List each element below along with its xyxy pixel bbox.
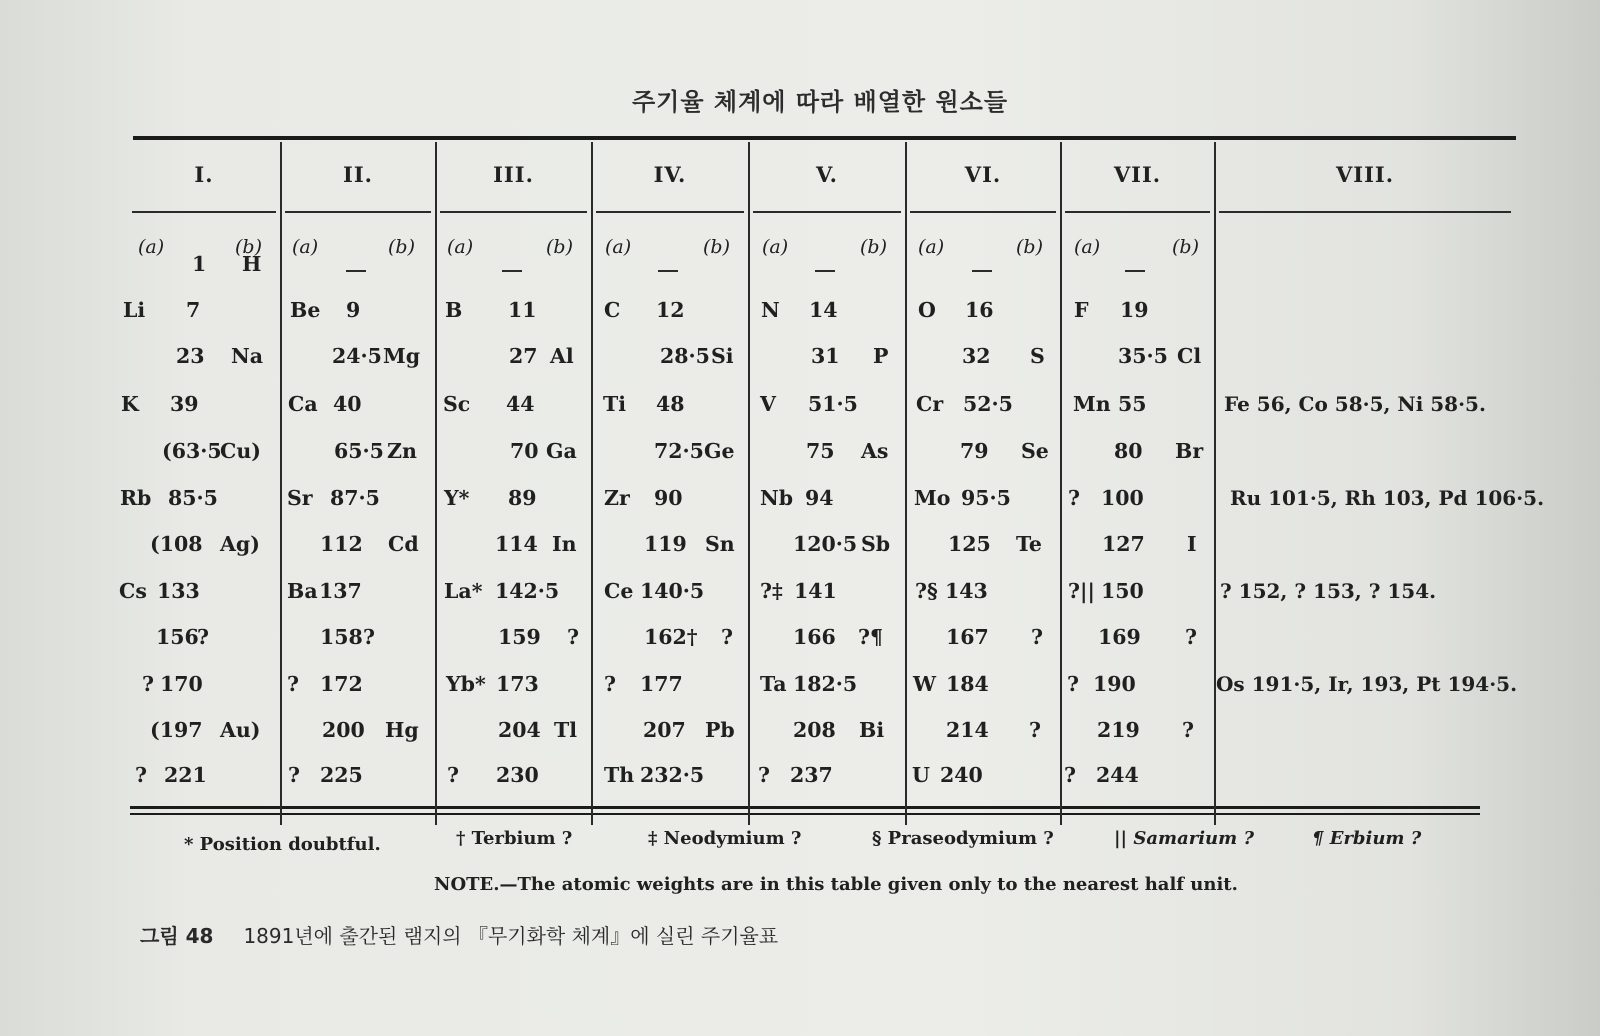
element-cell: ?	[197, 625, 210, 649]
element-cell: ?	[1067, 672, 1080, 696]
element-cell: Au)	[220, 718, 261, 742]
element-cell: ?‡	[760, 579, 783, 603]
element-cell: Cu)	[220, 439, 261, 463]
element-cell: 169	[1098, 625, 1141, 649]
header-underline	[440, 211, 587, 213]
group-header: IV.	[653, 162, 687, 187]
element-cell: C	[604, 298, 621, 322]
empty-cell-dash	[972, 270, 992, 272]
empty-cell-dash	[1125, 270, 1145, 272]
element-cell: Ca	[288, 392, 318, 416]
group-header: I.	[194, 162, 214, 187]
header-underline	[1065, 211, 1210, 213]
element-cell: 24·5	[332, 344, 382, 368]
element-cell: 16	[965, 298, 994, 322]
group-viii-entry: Ru 101·5, Rh 103, Pd 106·5.	[1230, 486, 1545, 510]
element-cell: ?	[1185, 625, 1198, 649]
group-viii-entry: Fe 56, Co 58·5, Ni 58·5.	[1224, 392, 1486, 416]
element-cell: 140·5	[640, 579, 705, 603]
element-cell: W	[913, 672, 937, 696]
element-cell: 166	[793, 625, 836, 649]
group-viii-entry: Os 191·5, Ir, 193, Pt 194·5.	[1216, 672, 1518, 696]
element-cell: ?	[1068, 486, 1081, 510]
element-cell: Be	[290, 298, 321, 322]
element-cell: Mg	[383, 344, 421, 368]
element-cell: S	[1030, 344, 1045, 368]
element-cell: ?§	[915, 579, 938, 603]
footnote: § Praseodymium ?	[872, 828, 1054, 849]
element-cell: ?	[1031, 625, 1044, 649]
element-cell: ?	[1182, 718, 1195, 742]
element-cell: 28·5	[660, 344, 710, 368]
element-cell: Ce	[604, 579, 634, 603]
subgroup-b-label: (b)	[860, 236, 887, 258]
element-cell: 1	[192, 252, 207, 276]
element-cell: 204	[498, 718, 541, 742]
top-rule	[133, 136, 1516, 140]
element-cell: N	[761, 298, 780, 322]
empty-cell-dash	[346, 270, 366, 272]
subgroup-b-label: (b)	[1172, 236, 1199, 258]
element-cell: ?	[1064, 763, 1077, 787]
element-cell: O	[918, 298, 936, 322]
element-cell: 207	[643, 718, 686, 742]
element-cell: 230	[496, 763, 539, 787]
element-cell: 141	[794, 579, 837, 603]
column-divider	[748, 142, 750, 825]
element-cell: 244	[1096, 763, 1139, 787]
element-cell: 142·5	[495, 579, 560, 603]
element-cell: 182·5	[793, 672, 858, 696]
bottom-rule	[130, 806, 1480, 809]
element-cell: Zr	[604, 486, 630, 510]
element-cell: 31	[811, 344, 840, 368]
element-cell: Li	[123, 298, 146, 322]
element-cell: 221	[164, 763, 207, 787]
subgroup-b-label: (b)	[388, 236, 415, 258]
element-cell: 119	[644, 532, 687, 556]
header-underline	[910, 211, 1056, 213]
element-cell: In	[552, 532, 577, 556]
element-cell: 158	[320, 625, 363, 649]
element-cell: Cs	[119, 579, 147, 603]
group-header: II.	[343, 162, 373, 187]
footnote: ‡ Neodymium ?	[648, 828, 802, 849]
element-cell: I	[1187, 532, 1197, 556]
element-cell: 55	[1118, 392, 1147, 416]
element-cell: (197	[150, 718, 203, 742]
element-cell: 184	[946, 672, 989, 696]
element-cell: 225	[320, 763, 363, 787]
footnote: † Terbium ?	[456, 828, 573, 849]
element-cell: ?	[135, 763, 148, 787]
element-cell: 214	[946, 718, 989, 742]
element-cell: Mo	[914, 486, 951, 510]
group-header: VII.	[1113, 162, 1162, 187]
element-cell: H	[242, 252, 262, 276]
element-cell: 162†	[644, 625, 698, 649]
element-cell: Nb	[760, 486, 794, 510]
element-cell: Sn	[705, 532, 735, 556]
element-cell: Ga	[546, 439, 577, 463]
column-divider	[905, 142, 907, 825]
element-cell: 90	[654, 486, 683, 510]
element-cell: 65·5	[334, 439, 384, 463]
subgroup-a-label: (a)	[292, 236, 319, 258]
element-cell: B	[445, 298, 463, 322]
element-cell: 232·5	[640, 763, 705, 787]
element-cell: Ta	[760, 672, 787, 696]
figure-caption-text: 1891년에 출간된 램지의 『무기화학 체계』에 실린 주기율표	[243, 924, 779, 948]
element-cell: 51·5	[808, 392, 858, 416]
element-cell: K	[121, 392, 139, 416]
element-cell: 75	[806, 439, 835, 463]
header-underline	[1219, 211, 1511, 213]
element-cell: ?	[604, 672, 617, 696]
element-cell: 11	[508, 298, 537, 322]
element-cell: 125	[948, 532, 991, 556]
element-cell: 85·5	[168, 486, 218, 510]
element-cell: 143	[945, 579, 988, 603]
element-cell: 14	[809, 298, 838, 322]
element-cell: 240	[940, 763, 983, 787]
subgroup-b-label: (b)	[235, 236, 262, 258]
column-divider	[1214, 142, 1216, 825]
element-cell: 177	[640, 672, 683, 696]
element-cell: Bi	[859, 718, 885, 742]
header-underline	[132, 211, 276, 213]
element-cell: ?	[142, 672, 155, 696]
bottom-rule-thin	[130, 813, 1480, 815]
element-cell: 190	[1093, 672, 1136, 696]
element-cell: Cd	[388, 532, 419, 556]
element-cell: 70	[510, 439, 539, 463]
element-cell: 133	[157, 579, 200, 603]
element-cell: 170	[160, 672, 203, 696]
element-cell: P	[873, 344, 889, 368]
element-cell: 12	[656, 298, 685, 322]
element-cell: ?	[758, 763, 771, 787]
figure-caption	[140, 920, 778, 949]
element-cell: ?¶	[858, 625, 884, 649]
group-viii-entry: ? 152, ? 153, ? 154.	[1220, 579, 1437, 603]
element-cell: Al	[550, 344, 574, 368]
element-cell: Th	[604, 763, 635, 787]
element-cell: 89	[508, 486, 537, 510]
element-cell: 40	[333, 392, 362, 416]
element-cell: ?	[567, 625, 580, 649]
element-cell: Tl	[554, 718, 578, 742]
element-cell: ?	[721, 625, 734, 649]
element-cell: 137	[319, 579, 362, 603]
subgroup-a-label: (a)	[1074, 236, 1101, 258]
element-cell: ?||	[1068, 579, 1095, 603]
element-cell: 79	[960, 439, 989, 463]
subgroup-b-label: (b)	[546, 236, 573, 258]
empty-cell-dash	[502, 270, 522, 272]
element-cell: Ag)	[220, 532, 260, 556]
element-cell: Cl	[1177, 344, 1202, 368]
element-cell: 19	[1120, 298, 1149, 322]
group-header: V.	[816, 162, 838, 187]
element-cell: Si	[711, 344, 734, 368]
element-cell: ?	[363, 625, 376, 649]
column-divider	[591, 142, 593, 825]
element-cell: ?	[447, 763, 460, 787]
element-cell: 156	[156, 625, 199, 649]
element-cell: 219	[1097, 718, 1140, 742]
element-cell: 52·5	[963, 392, 1013, 416]
header-underline	[596, 211, 744, 213]
element-cell: Ti	[603, 392, 627, 416]
element-cell: 167	[946, 625, 989, 649]
header-underline	[285, 211, 431, 213]
element-cell: 208	[793, 718, 836, 742]
group-header: III.	[493, 162, 534, 187]
element-cell: 32	[962, 344, 991, 368]
empty-cell-dash	[815, 270, 835, 272]
element-cell: Mn	[1073, 392, 1111, 416]
element-cell: 80	[1114, 439, 1143, 463]
element-cell: Cr	[916, 392, 944, 416]
element-cell: 9	[346, 298, 361, 322]
element-cell: 72·5	[654, 439, 704, 463]
element-cell: 112	[320, 532, 363, 556]
element-cell: La*	[444, 579, 483, 603]
group-header: VI.	[964, 162, 1002, 187]
element-cell: V	[760, 392, 776, 416]
element-cell: 173	[496, 672, 539, 696]
empty-cell-dash	[658, 270, 678, 272]
element-cell: Sb	[861, 532, 891, 556]
element-cell: 27	[509, 344, 538, 368]
element-cell: 44	[506, 392, 535, 416]
element-cell: 114	[495, 532, 538, 556]
column-divider	[280, 142, 282, 825]
element-cell: 94	[805, 486, 834, 510]
figure-label: 그림 48	[140, 924, 214, 948]
element-cell: U	[912, 763, 930, 787]
header-underline	[753, 211, 901, 213]
element-cell: 200	[322, 718, 365, 742]
element-cell: Zn	[387, 439, 417, 463]
element-cell: As	[861, 439, 889, 463]
element-cell: ?	[287, 672, 300, 696]
element-cell: ?	[288, 763, 301, 787]
subgroup-a-label: (a)	[918, 236, 945, 258]
element-cell: Br	[1175, 439, 1204, 463]
element-cell: 87·5	[330, 486, 380, 510]
element-cell: Ba	[287, 579, 318, 603]
subgroup-a-label: (a)	[138, 236, 165, 258]
element-cell: Yb*	[446, 672, 486, 696]
column-divider	[435, 142, 437, 825]
subgroup-a-label: (a)	[605, 236, 632, 258]
element-cell: 120·5	[793, 532, 858, 556]
table-note: NOTE.—The atomic weights are in this table given only to the nearest half unit.	[434, 874, 1238, 895]
element-cell: Sc	[443, 392, 471, 416]
footnote: * Position doubtful.	[184, 834, 381, 855]
subgroup-b-label: (b)	[703, 236, 730, 258]
element-cell: 23	[176, 344, 205, 368]
footnote: ¶ Erbium ?	[1312, 828, 1422, 849]
element-cell: Ge	[704, 439, 735, 463]
element-cell: 39	[170, 392, 199, 416]
group-header: VIII.	[1335, 162, 1395, 187]
column-divider	[1060, 142, 1062, 825]
element-cell: 150	[1101, 579, 1144, 603]
element-cell: ?	[1029, 718, 1042, 742]
element-cell: 95·5	[961, 486, 1011, 510]
element-cell: Se	[1021, 439, 1049, 463]
element-cell: Hg	[385, 718, 419, 742]
element-cell: (63·5	[162, 439, 222, 463]
element-cell: Pb	[705, 718, 735, 742]
element-cell: Rb	[120, 486, 152, 510]
element-cell: 7	[186, 298, 201, 322]
element-cell: 48	[656, 392, 685, 416]
element-cell: Sr	[287, 486, 313, 510]
footnote: || Samarium ?	[1114, 828, 1255, 849]
element-cell: 100	[1101, 486, 1144, 510]
element-cell: (108	[150, 532, 203, 556]
element-cell: 172	[320, 672, 363, 696]
element-cell: Na	[231, 344, 264, 368]
subgroup-b-label: (b)	[1016, 236, 1043, 258]
subgroup-a-label: (a)	[447, 236, 474, 258]
element-cell: 159	[498, 625, 541, 649]
element-cell: Te	[1016, 532, 1042, 556]
element-cell: F	[1074, 298, 1089, 322]
element-cell: 35·5	[1118, 344, 1168, 368]
element-cell: Y*	[444, 486, 470, 510]
element-cell: 237	[790, 763, 833, 787]
table-caption: 주기율 체계에 따라 배열한 원소들	[632, 88, 1008, 116]
subgroup-a-label: (a)	[762, 236, 789, 258]
element-cell: 127	[1102, 532, 1145, 556]
